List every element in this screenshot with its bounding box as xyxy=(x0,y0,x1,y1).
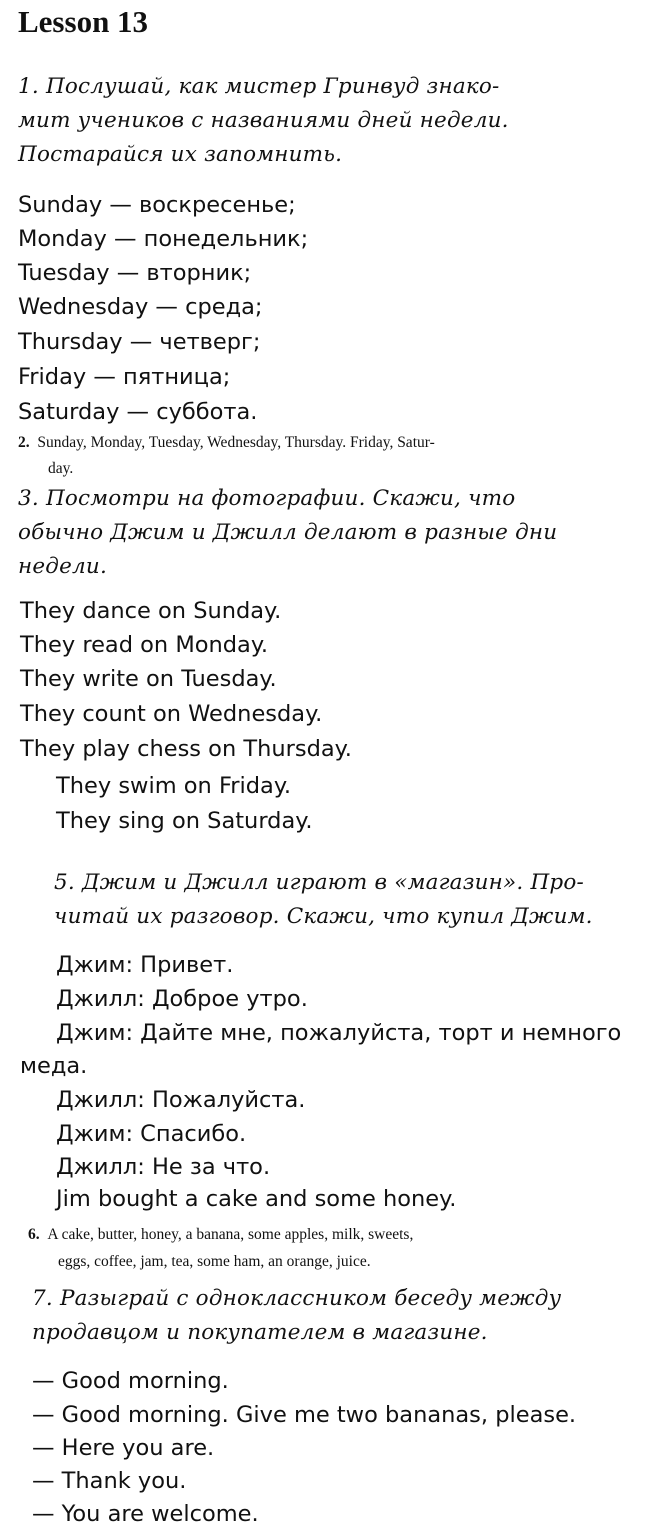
task3-line-3: недели. xyxy=(18,554,108,579)
dialogue-line: Джим: Дайте мне, пожалуйста, торт и немного xyxy=(56,1020,622,1046)
activity-line: They write on Tuesday. xyxy=(20,666,277,692)
task2-line-2: day. xyxy=(48,460,74,477)
shop-dialogue-line: — Thank you. xyxy=(32,1468,187,1494)
task7-line-2: продавцом и покупателем в магазине. xyxy=(32,1320,488,1345)
dialogue-line: Джим: Привет. xyxy=(56,952,234,978)
task3-line-2: обычно Джим и Джилл делают в разные дни xyxy=(18,520,558,545)
dialogue-line: Джилл: Доброе утро. xyxy=(56,986,308,1012)
day-line-saturday: Saturday — суббота. xyxy=(18,399,258,425)
shop-dialogue-line: — Good morning. Give me two bananas, please. xyxy=(32,1402,577,1428)
task5-line-1: 5. Джим и Джилл играют в «магазин». Про- xyxy=(54,870,584,895)
task1-line-3: Постарайся их запомнить. xyxy=(18,142,343,167)
shop-dialogue-line: — You are welcome. xyxy=(32,1501,259,1527)
day-line-thursday: Thursday — четверг; xyxy=(18,329,261,355)
lesson-title: Lesson 13 xyxy=(18,4,149,39)
dialogue-line: меда. xyxy=(20,1053,88,1079)
dialogue-line: Джим: Спасибо. xyxy=(56,1121,247,1147)
task6-number: 6. xyxy=(28,1226,40,1243)
dialogue-line: Джилл: Пожалуйста. xyxy=(56,1087,306,1113)
answer-line: Jim bought a cake and some honey. xyxy=(56,1186,457,1212)
task5-line-2: читай их разговор. Скажи, что купил Джим. xyxy=(54,904,593,929)
task2-line-1 xyxy=(18,430,435,456)
day-line-monday: Monday — понедельник; xyxy=(18,226,309,252)
task3-line-1: 3. Посмотри на фотографии. Скажи, что xyxy=(18,486,516,511)
day-line-wednesday: Wednesday — среда; xyxy=(18,294,263,320)
task1-line-1: 1. Послушай, как мистер Гринвуд знако- xyxy=(18,74,500,99)
task1-line-2: мит учеников с названиями дней недели. xyxy=(18,108,509,133)
activity-line: They dance on Sunday. xyxy=(20,598,282,624)
task6-text: A cake, butter, honey, a banana, some apples, milk, sweets, xyxy=(47,1226,414,1243)
activity-line: They read on Monday. xyxy=(20,632,269,658)
day-line-sunday: Sunday — воскресенье; xyxy=(18,192,296,218)
shop-dialogue-line: — Good morning. xyxy=(32,1368,229,1394)
task6-line-1 xyxy=(28,1222,413,1248)
activity-line: They count on Wednesday. xyxy=(20,701,323,727)
day-line-tuesday: Tuesday — вторник; xyxy=(18,260,252,286)
activity-line: They swim on Friday. xyxy=(56,773,292,799)
activity-line: They sing on Saturday. xyxy=(56,808,313,834)
activity-line: They play chess on Thursday. xyxy=(20,736,352,762)
task2-number: 2. xyxy=(18,434,30,451)
dialogue-line: Джилл: Не за что. xyxy=(56,1154,271,1180)
day-line-friday: Friday — пятница; xyxy=(18,364,231,390)
shop-dialogue-line: — Here you are. xyxy=(32,1435,215,1461)
task2-text: Sunday, Monday, Tuesday, Wednesday, Thursday. Friday, Satur- xyxy=(37,434,435,451)
task6-line-2: eggs, coffee, jam, tea, some ham, an orange, juice. xyxy=(58,1253,371,1270)
task7-line-1: 7. Разыграй с одноклассником беседу между xyxy=(32,1286,562,1311)
